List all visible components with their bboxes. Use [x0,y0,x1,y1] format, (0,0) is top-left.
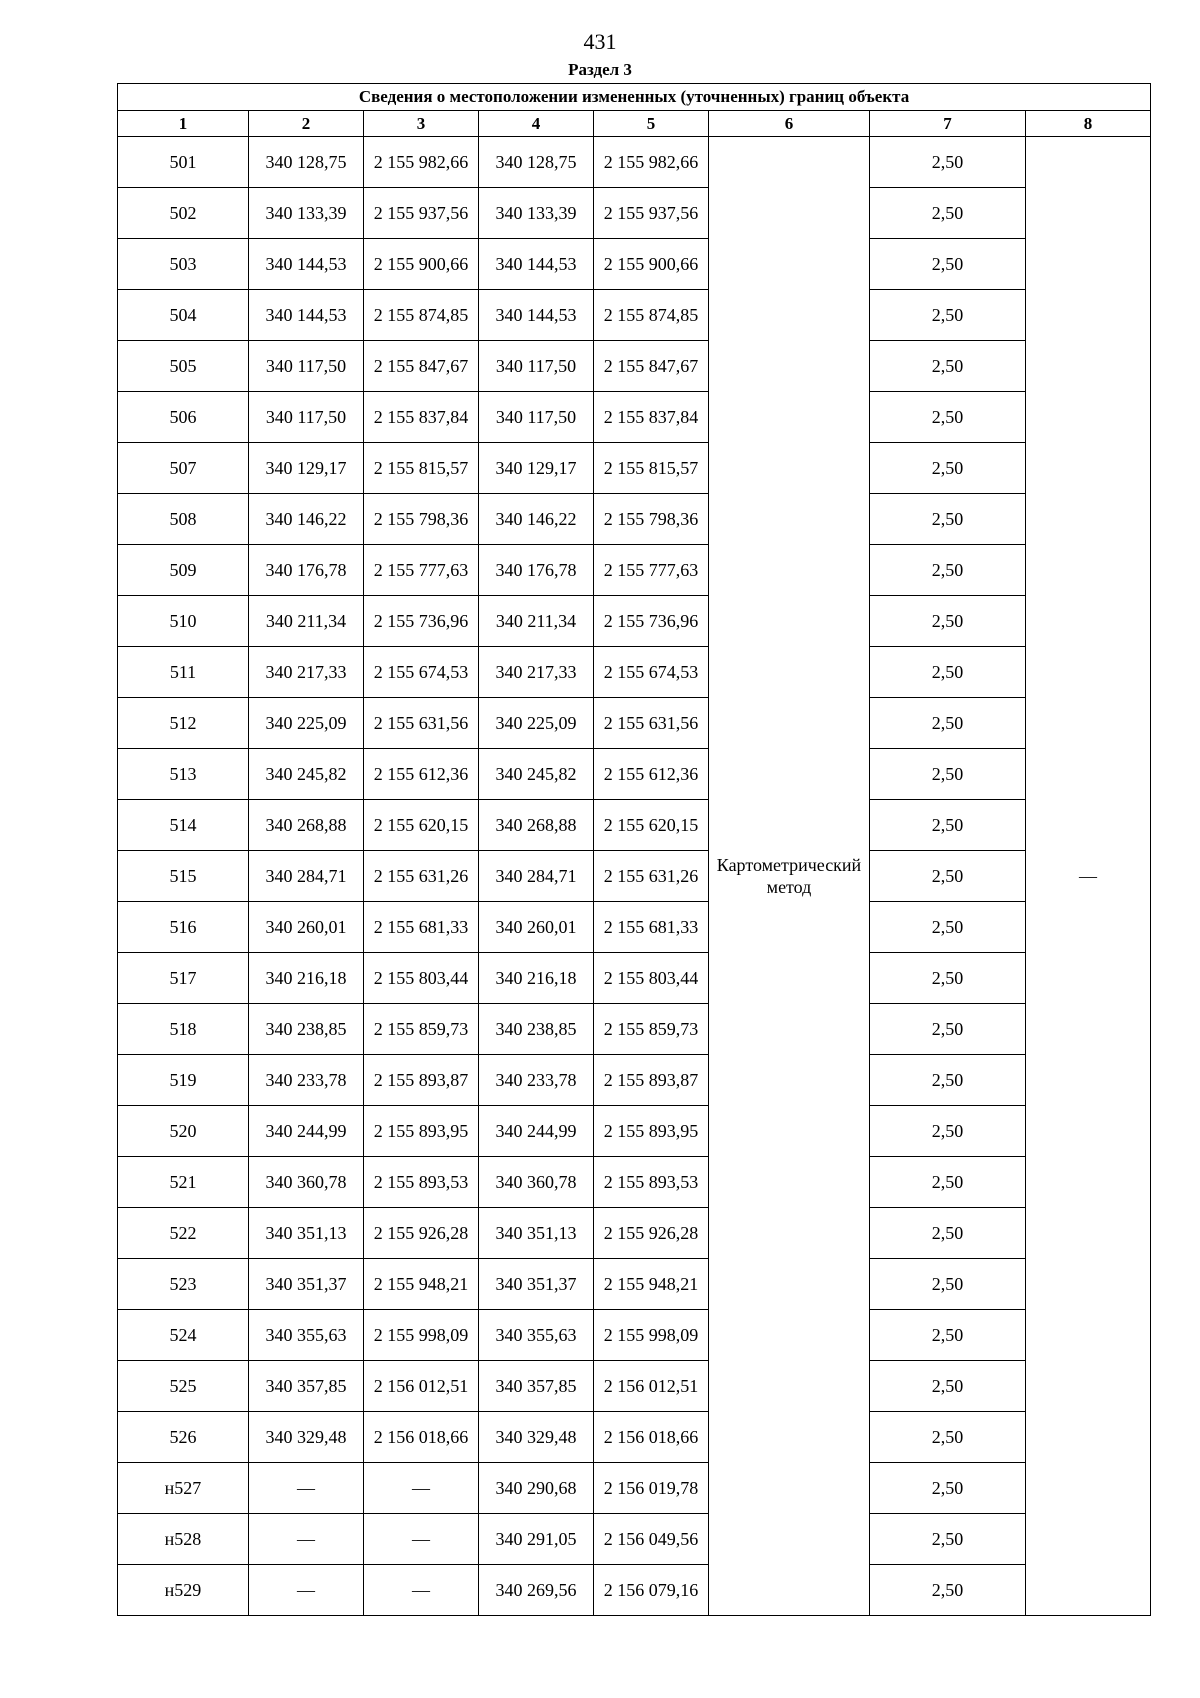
table-row [118,953,1151,1004]
point-number-cell: 511 [118,647,249,698]
method-cell: Картометрический метод [709,137,870,1616]
accuracy-cell: 2,50 [870,800,1026,851]
point-number-cell: 505 [118,341,249,392]
new-y-cell: 2 155 893,53 [594,1157,709,1208]
column-number: 3 [364,111,479,137]
table-row [118,1412,1151,1463]
old-x-cell: 340 128,75 [249,137,364,188]
point-number-cell: 519 [118,1055,249,1106]
new-y-cell: 2 155 631,56 [594,698,709,749]
point-number-cell: н529 [118,1565,249,1616]
new-x-cell: 340 216,18 [479,953,594,1004]
accuracy-cell: 2,50 [870,137,1026,188]
accuracy-cell: 2,50 [870,494,1026,545]
old-x-cell: 340 144,53 [249,239,364,290]
table-row [118,596,1151,647]
point-number-cell: 514 [118,800,249,851]
new-x-cell: 340 117,50 [479,392,594,443]
point-number-cell: 515 [118,851,249,902]
point-number-cell: н528 [118,1514,249,1565]
new-y-cell: 2 156 019,78 [594,1463,709,1514]
new-x-cell: 340 355,63 [479,1310,594,1361]
accuracy-cell: 2,50 [870,1412,1026,1463]
old-y-cell: — [364,1463,479,1514]
point-number-cell: 525 [118,1361,249,1412]
table-row [118,1514,1151,1565]
accuracy-cell: 2,50 [870,1310,1026,1361]
table-row [118,341,1151,392]
old-y-cell: 2 155 893,95 [364,1106,479,1157]
new-x-cell: 340 329,48 [479,1412,594,1463]
column-number-row [118,111,1151,137]
table-row [118,188,1151,239]
old-x-cell: 340 176,78 [249,545,364,596]
table-row [118,1106,1151,1157]
old-x-cell: 340 360,78 [249,1157,364,1208]
point-number-cell: 517 [118,953,249,1004]
old-x-cell: 340 117,50 [249,392,364,443]
new-y-cell: 2 155 847,67 [594,341,709,392]
old-y-cell: 2 155 926,28 [364,1208,479,1259]
table-row [118,647,1151,698]
point-number-cell: 521 [118,1157,249,1208]
point-number-cell: 516 [118,902,249,953]
accuracy-cell: 2,50 [870,1208,1026,1259]
table-caption: Сведения о местоположении измененных (уточненных) границ объекта [118,84,1151,111]
old-x-cell: 340 351,13 [249,1208,364,1259]
point-number-cell: 520 [118,1106,249,1157]
accuracy-cell: 2,50 [870,392,1026,443]
point-number-cell: 508 [118,494,249,545]
new-x-cell: 340 146,22 [479,494,594,545]
old-y-cell: 2 155 681,33 [364,902,479,953]
old-x-cell: 340 216,18 [249,953,364,1004]
old-y-cell: 2 155 937,56 [364,188,479,239]
accuracy-cell: 2,50 [870,443,1026,494]
new-y-cell: 2 155 837,84 [594,392,709,443]
table-row [118,290,1151,341]
table-row [118,1208,1151,1259]
accuracy-cell: 2,50 [870,545,1026,596]
old-y-cell: 2 155 847,67 [364,341,479,392]
column-number: 2 [249,111,364,137]
old-x-cell: 340 245,82 [249,749,364,800]
new-y-cell: 2 155 893,87 [594,1055,709,1106]
old-y-cell: 2 155 893,87 [364,1055,479,1106]
point-number-cell: 507 [118,443,249,494]
old-x-cell: 340 351,37 [249,1259,364,1310]
accuracy-cell: 2,50 [870,851,1026,902]
new-y-cell: 2 155 803,44 [594,953,709,1004]
table-row [118,1463,1151,1514]
new-y-cell: 2 156 012,51 [594,1361,709,1412]
new-x-cell: 340 351,37 [479,1259,594,1310]
accuracy-cell: 2,50 [870,188,1026,239]
old-y-cell: 2 155 674,53 [364,647,479,698]
old-y-cell: 2 155 874,85 [364,290,479,341]
new-x-cell: 340 357,85 [479,1361,594,1412]
table-row [118,1004,1151,1055]
table-row [118,1361,1151,1412]
new-x-cell: 340 128,75 [479,137,594,188]
old-y-cell: 2 155 948,21 [364,1259,479,1310]
point-number-cell: 504 [118,290,249,341]
accuracy-cell: 2,50 [870,1259,1026,1310]
new-y-cell: 2 155 631,26 [594,851,709,902]
old-x-cell: 340 268,88 [249,800,364,851]
new-y-cell: 2 156 018,66 [594,1412,709,1463]
table-row [118,494,1151,545]
point-number-cell: 518 [118,1004,249,1055]
old-y-cell: 2 156 012,51 [364,1361,479,1412]
point-number-cell: 524 [118,1310,249,1361]
new-x-cell: 340 144,53 [479,290,594,341]
column-number: 1 [118,111,249,137]
old-y-cell: 2 155 777,63 [364,545,479,596]
old-y-cell: 2 155 620,15 [364,800,479,851]
new-x-cell: 340 244,99 [479,1106,594,1157]
accuracy-cell: 2,50 [870,698,1026,749]
new-y-cell: 2 155 937,56 [594,188,709,239]
accuracy-cell: 2,50 [870,290,1026,341]
table-row [118,1259,1151,1310]
point-number-cell: 503 [118,239,249,290]
old-x-cell: 340 260,01 [249,902,364,953]
table-row [118,137,1151,188]
old-y-cell: 2 155 900,66 [364,239,479,290]
point-number-cell: 501 [118,137,249,188]
point-number-cell: н527 [118,1463,249,1514]
new-y-cell: 2 155 612,36 [594,749,709,800]
new-x-cell: 340 217,33 [479,647,594,698]
point-number-cell: 506 [118,392,249,443]
table-row [118,800,1151,851]
new-x-cell: 340 176,78 [479,545,594,596]
old-y-cell: 2 155 837,84 [364,392,479,443]
table-row [118,851,1151,902]
old-y-cell: 2 155 798,36 [364,494,479,545]
table-row [118,698,1151,749]
old-y-cell: 2 155 631,56 [364,698,479,749]
old-x-cell: — [249,1463,364,1514]
accuracy-cell: 2,50 [870,239,1026,290]
accuracy-cell: 2,50 [870,1055,1026,1106]
old-y-cell: 2 155 893,53 [364,1157,479,1208]
column-number: 5 [594,111,709,137]
old-x-cell: 340 244,99 [249,1106,364,1157]
new-y-cell: 2 156 049,56 [594,1514,709,1565]
point-number-cell: 502 [118,188,249,239]
accuracy-cell: 2,50 [870,902,1026,953]
new-x-cell: 340 260,01 [479,902,594,953]
section-title: Раздел 3 [568,60,632,79]
column-number: 4 [479,111,594,137]
column-number: 8 [1026,111,1151,137]
accuracy-cell: 2,50 [870,1361,1026,1412]
accuracy-cell: 2,50 [870,953,1026,1004]
column8-cell: — [1026,137,1151,1616]
accuracy-cell: 2,50 [870,1157,1026,1208]
accuracy-cell: 2,50 [870,1106,1026,1157]
new-y-cell: 2 155 620,15 [594,800,709,851]
old-x-cell: 340 233,78 [249,1055,364,1106]
old-y-cell: 2 155 803,44 [364,953,479,1004]
new-x-cell: 340 245,82 [479,749,594,800]
new-y-cell: 2 155 777,63 [594,545,709,596]
old-y-cell: — [364,1514,479,1565]
old-y-cell: 2 155 859,73 [364,1004,479,1055]
new-y-cell: 2 155 674,53 [594,647,709,698]
new-y-cell: 2 155 859,73 [594,1004,709,1055]
page-number: 431 [583,29,617,54]
new-x-cell: 340 133,39 [479,188,594,239]
old-x-cell: 340 117,50 [249,341,364,392]
old-y-cell: 2 155 998,09 [364,1310,479,1361]
old-y-cell: 2 155 982,66 [364,137,479,188]
new-y-cell: 2 155 998,09 [594,1310,709,1361]
table-row [118,1157,1151,1208]
table-row [118,1310,1151,1361]
point-number-cell: 512 [118,698,249,749]
old-x-cell: 340 217,33 [249,647,364,698]
old-x-cell: 340 146,22 [249,494,364,545]
old-x-cell: 340 355,63 [249,1310,364,1361]
accuracy-cell: 2,50 [870,647,1026,698]
old-y-cell: 2 155 612,36 [364,749,479,800]
accuracy-cell: 2,50 [870,1565,1026,1616]
old-x-cell: 340 357,85 [249,1361,364,1412]
table-body [118,137,1151,1616]
new-y-cell: 2 155 736,96 [594,596,709,647]
new-y-cell: 2 155 874,85 [594,290,709,341]
table-row [118,239,1151,290]
accuracy-cell: 2,50 [870,1514,1026,1565]
new-x-cell: 340 268,88 [479,800,594,851]
new-y-cell: 2 155 798,36 [594,494,709,545]
old-y-cell: — [364,1565,479,1616]
new-y-cell: 2 155 948,21 [594,1259,709,1310]
old-y-cell: 2 155 631,26 [364,851,479,902]
old-x-cell: 340 284,71 [249,851,364,902]
old-x-cell: — [249,1514,364,1565]
new-x-cell: 340 211,34 [479,596,594,647]
new-x-cell: 340 233,78 [479,1055,594,1106]
old-x-cell: 340 225,09 [249,698,364,749]
new-x-cell: 340 291,05 [479,1514,594,1565]
table-row [118,443,1151,494]
old-y-cell: 2 156 018,66 [364,1412,479,1463]
new-x-cell: 340 129,17 [479,443,594,494]
coordinates-table [117,83,1151,1616]
accuracy-cell: 2,50 [870,749,1026,800]
new-x-cell: 340 117,50 [479,341,594,392]
new-y-cell: 2 155 900,66 [594,239,709,290]
accuracy-cell: 2,50 [870,1004,1026,1055]
new-y-cell: 2 155 982,66 [594,137,709,188]
new-y-cell: 2 155 926,28 [594,1208,709,1259]
point-number-cell: 510 [118,596,249,647]
new-y-cell: 2 155 681,33 [594,902,709,953]
new-x-cell: 340 284,71 [479,851,594,902]
table-row [118,902,1151,953]
new-x-cell: 340 225,09 [479,698,594,749]
accuracy-cell: 2,50 [870,341,1026,392]
table-row [118,1055,1151,1106]
point-number-cell: 523 [118,1259,249,1310]
new-y-cell: 2 156 079,16 [594,1565,709,1616]
accuracy-cell: 2,50 [870,596,1026,647]
point-number-cell: 513 [118,749,249,800]
new-y-cell: 2 155 893,95 [594,1106,709,1157]
new-x-cell: 340 238,85 [479,1004,594,1055]
old-x-cell: 340 133,39 [249,188,364,239]
column-number: 6 [709,111,870,137]
table-row [118,392,1151,443]
old-x-cell: 340 144,53 [249,290,364,341]
old-x-cell: 340 211,34 [249,596,364,647]
old-x-cell: — [249,1565,364,1616]
new-x-cell: 340 144,53 [479,239,594,290]
table-row [118,749,1151,800]
table-row [118,1565,1151,1616]
accuracy-cell: 2,50 [870,1463,1026,1514]
new-y-cell: 2 155 815,57 [594,443,709,494]
new-x-cell: 340 360,78 [479,1157,594,1208]
old-x-cell: 340 129,17 [249,443,364,494]
old-x-cell: 340 238,85 [249,1004,364,1055]
old-x-cell: 340 329,48 [249,1412,364,1463]
old-y-cell: 2 155 736,96 [364,596,479,647]
new-x-cell: 340 290,68 [479,1463,594,1514]
point-number-cell: 526 [118,1412,249,1463]
point-number-cell: 522 [118,1208,249,1259]
table-row [118,545,1151,596]
new-x-cell: 340 351,13 [479,1208,594,1259]
point-number-cell: 509 [118,545,249,596]
new-x-cell: 340 269,56 [479,1565,594,1616]
column-number: 7 [870,111,1026,137]
old-y-cell: 2 155 815,57 [364,443,479,494]
